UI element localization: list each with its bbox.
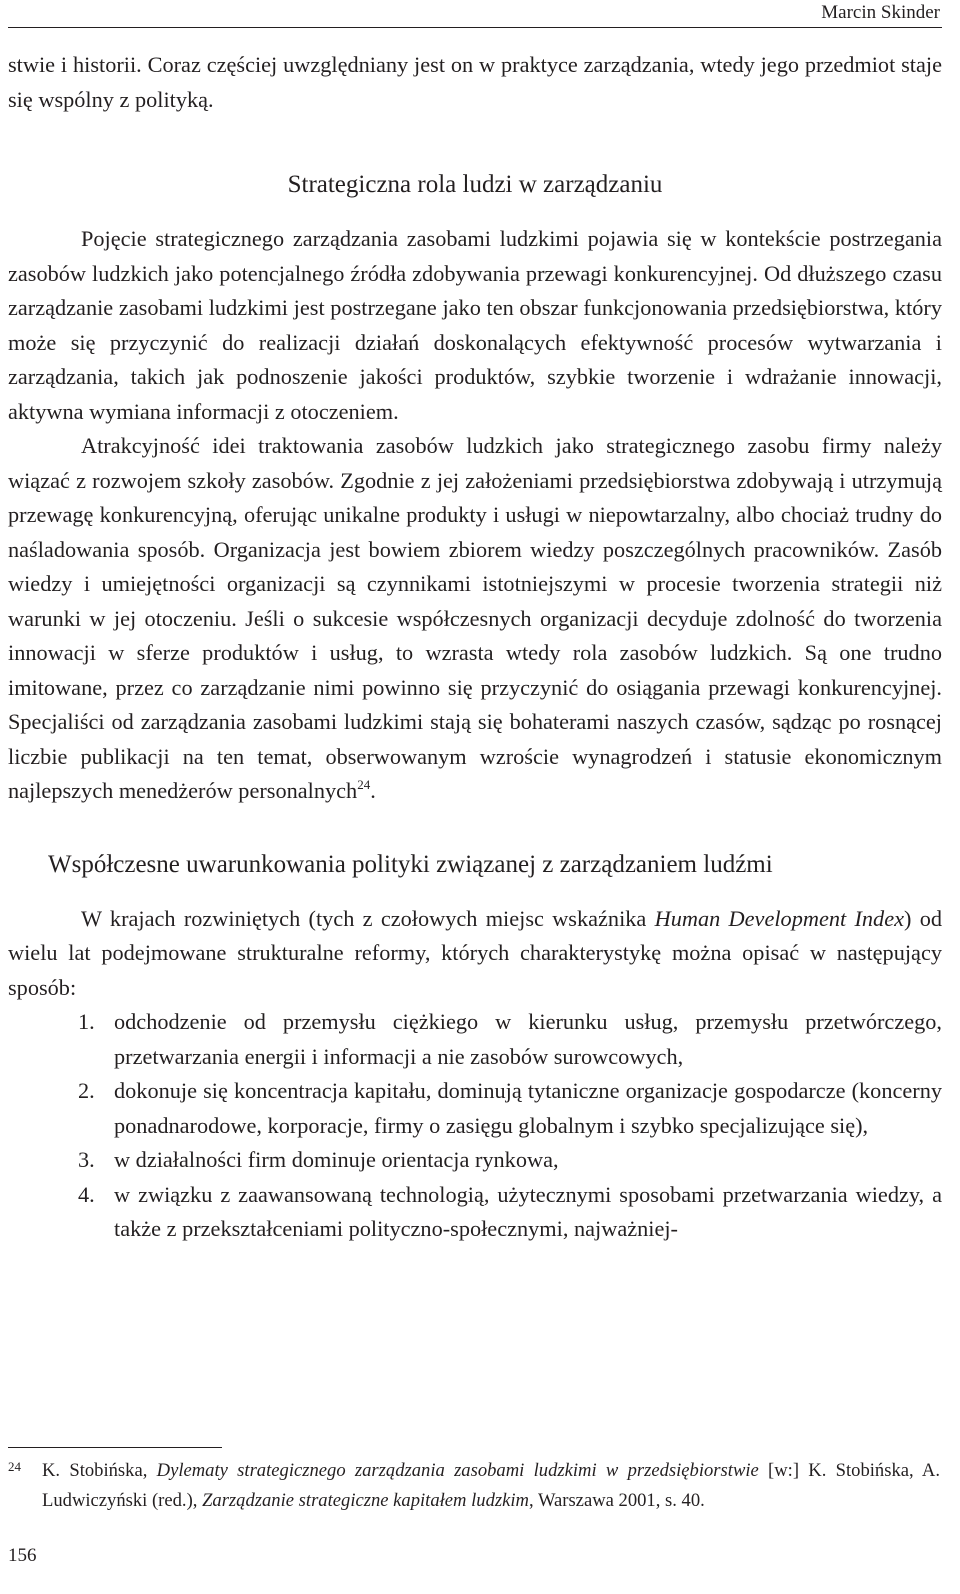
list-item-text: dokonuje się koncentracja kapitału, dominują tytaniczne organizacje gospodarcze (koncerny ponadnarodowe, korporacje, firmy o zasięgu globalnym i szybko specjalizujące się),	[114, 1078, 942, 1138]
footnote-mid: [w:] K. Stobińska, A. Ludwiczyński (red.),	[42, 1460, 940, 1511]
page-number: 156	[8, 1545, 37, 1566]
paragraph-strategic-hrm: Pojęcie strategicznego zarządzania zasobami ludzkimi pojawia się w kontekście postrzegania zasobów ludzkich jako potencjalnego źródła zdobywania przewagi konkurencyjnej. Od dłuższego czasu zarządzanie zasobami ludzkimi jest postrzegane jako ten obszar funkcjonowania przedsiębiorstwa, który może się przyczynić do realizacji działań doskonalących efektywność procesów wytwarzania i zarządzania, takich jak podnoszenie jakości produktów, szybkie tworzenie i wdrażanie innowacji, aktywna wymiana informacji z otoczeniem.	[8, 226, 942, 424]
footnote-title-1: Dylematy strategicznego zarządzania zasobami ludzkimi w przedsiębiorstwie	[156, 1460, 759, 1481]
paragraph-developed-countries-text-b: ) od wielu lat podejmowane strukturalne reformy, których charakterystykę można opisać w następujący sposób:	[8, 905, 943, 1000]
list-item	[8, 1074, 942, 1143]
header-author: Marcin Skinder	[821, 2, 940, 23]
list-item-text: odchodzenie od przemysłu ciężkiego w kierunku usług, przemysłu przetwórczego, przetwarzania energii i informacji a nie zasobów surowcowych,	[114, 1009, 942, 1069]
list-item-text: w związku z zaawansowaną technologią, użytecznymi sposobami przetwarzania wiedzy, a także z przekształceniami polityczno-społecznymi, najważniej-	[114, 1181, 942, 1241]
list-item-text: w działalności firm dominuje orientacja rynkowa,	[114, 1147, 559, 1172]
footnote-separator	[8, 1447, 222, 1448]
paragraph-resource-school-end: .	[370, 778, 376, 803]
list-item	[8, 1005, 942, 1074]
list-item	[8, 1143, 942, 1178]
paragraph-resource-school	[8, 429, 942, 809]
footnote-mark: 24	[8, 1459, 21, 1474]
paragraph-continuation: stwie i historii. Coraz częściej uwzględniany jest on w praktyce zarządzania, wtedy jego przedmiot staje się wspólny z polityką.	[8, 52, 942, 112]
reforms-list	[8, 1005, 942, 1247]
paragraph-developed-countries	[8, 902, 942, 1006]
paragraph-developed-countries-text-a: W krajach rozwiniętych (tych z czołowych miejsc wskaźnika	[81, 905, 655, 931]
paragraph-resource-school-text: Atrakcyjność idei traktowania zasobów ludzkich jako strategicznego zasobu firmy należy wiązać z rozwojem szkoły zasobów. Zgodnie z jej założeniami przedsiębiorstwa zdobywają i utrzymują przewagę konkurencyjną, oferując unikalne produkty i usługi w niepowtarzalny, albo chociaż trudny do naśladowania sposób. Organizacja jest bowiem zbiorem wiedzy poszczególnych pracowników. Zasób wiedzy i umiejętności organizacji są czynnikami istotniejszymi w procesie tworzenia strategii niż warunki w jej otoczeniu. Jeśli o sukcesie współczesnych organizacji decyduje zdolność do tworzenia innowacji w sferze produktów i usług, to wzrasta wtedy rola zasobów ludzkich. Są one trudno imitowane, przez co zarządzanie nimi powinno się przyczynić do osiągania przewagi konkurencyjnej. Specjaliści od zarządzania zasobami ludzkimi stają się bohaterami naszych czasów, sądząc po rosnącej liczbie publikacji na ten temat, obserwowanym wzroście wynagrodzeń i statusie ekonomicznym najlepszych menedżerów personalnych	[8, 433, 942, 803]
footnote-title-2: Zarządzanie strategiczne kapitałem ludzkim	[202, 1490, 529, 1511]
footnote-end: , Warszawa 2001, s. 40.	[528, 1490, 705, 1511]
footnote-text	[8, 1456, 940, 1516]
list-item-number: 4.	[78, 1181, 95, 1207]
footnote-reference[interactable]: 24	[357, 777, 371, 792]
running-header	[8, 0, 942, 28]
list-item-number: 3.	[78, 1147, 95, 1172]
list-item-number: 1.	[78, 1009, 95, 1034]
footnote-24	[8, 1456, 940, 1516]
list-item	[8, 1178, 942, 1247]
footnote-author: K. Stobińska,	[42, 1460, 157, 1481]
section-heading-contemporary-conditions: Współczesne uwarunkowania polityki związanej z zarządzaniem ludźmi	[48, 850, 773, 878]
section-heading-strategic-role: Strategiczna rola ludzi w zarządzaniu	[287, 171, 663, 198]
list-item-number: 2.	[78, 1078, 95, 1103]
paragraph-developed-countries-italic: Human Development Index	[654, 905, 904, 931]
page-body	[8, 48, 942, 1247]
